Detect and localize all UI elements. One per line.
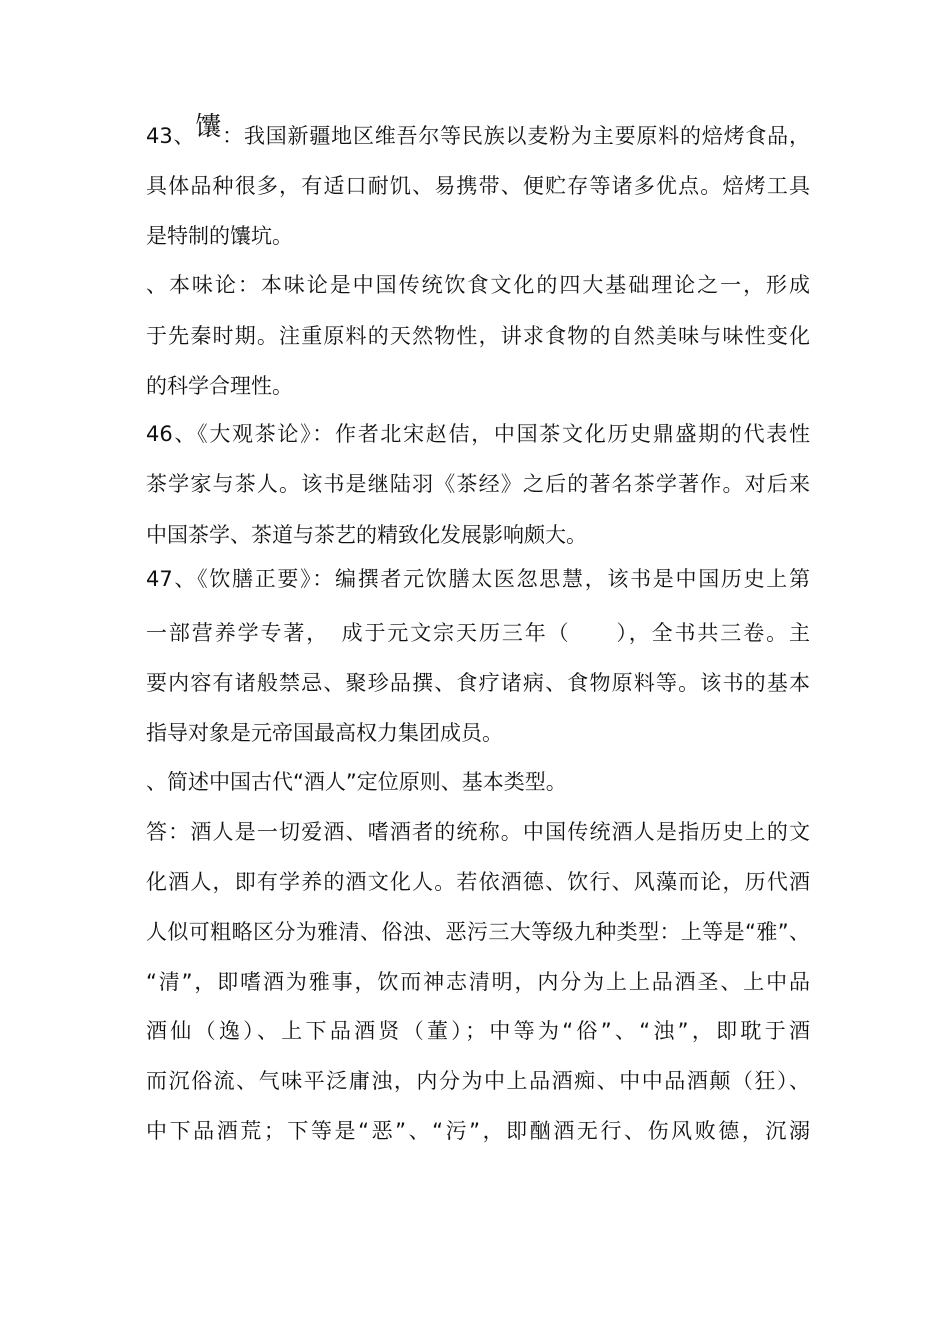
answer-line-2: 化酒人，即有学养的酒文化人。若依酒德、饮行、风藻而论，历代酒 — [146, 870, 810, 894]
entry-47-line-3: 要内容有诸般禁忌、聚珍品撰、食疗诸病、食物原料等。该书的基本 — [146, 671, 810, 695]
entry-46-line-2: 茶学家与茶人。该书是继陆羽《茶经》之后的著名茶学著作。对后来 — [146, 472, 810, 496]
entry-number: 43、 — [146, 124, 196, 148]
entry-benweilun-line-2: 于先秦时期。注重原料的天然物性，讲求食物的自然美味与味性变化 — [146, 324, 810, 348]
entry-47-line-2: 一部营养学专著， 成于元文宗天历三年（ ），全书共三卷。主 — [146, 621, 810, 645]
entry-benweilun-line-1: 、本味论：本味论是中国传统饮食文化的四大基础理论之一，形成 — [146, 273, 810, 297]
entry-43-line-3: 是特制的馕坑。 — [146, 224, 293, 248]
entry-47-line-4: 指导对象是元帝国最高权力集团成员。 — [146, 721, 503, 745]
question-heading: 、简述中国古代“酒人”定位原则、基本类型。 — [146, 770, 567, 794]
entry-benweilun-line-3: 的科学合理性。 — [146, 374, 293, 398]
answer-line-6: 而沉俗流、气味平泛庸浊，内分为中上品酒痴、中中品酒颠（狂）、 — [146, 1069, 810, 1093]
answer-line-5: 酒仙（逸）、上下品酒贤（董）；中等为“俗”、“浊”，即耽于酒 — [146, 1019, 810, 1043]
entry-47-line-1: 47、《饮膳正要》：编撰者元饮膳太医忽思慧，该书是中国历史上第 — [146, 567, 810, 591]
line-text: ：我国新疆地区维吾尔等民族以麦粉为主要原料的焙烤食品， — [222, 124, 810, 148]
entry-43-line-2: 具体品种很多，有适口耐饥、易携带、便贮存等诸多优点。焙烤工具 — [146, 174, 810, 198]
answer-line-1: 答：酒人是一切爱酒、嗜酒者的统称。中国传统酒人是指历史上的文 — [146, 820, 810, 844]
answer-line-7: 中下品酒荒；下等是“恶”、“污”，即酗酒无行、伤风败德，沉溺 — [146, 1119, 810, 1143]
entry-term: 馕 — [195, 112, 223, 142]
entry-46-line-1: 46、《大观茶论》：作者北宋赵佶，中国茶文化历史鼎盛期的代表性 — [146, 422, 810, 446]
answer-line-3: 人似可粗略区分为雅清、俗浊、恶污三大等级九种类型：上等是“雅”、 — [146, 920, 810, 944]
entry-46-line-3: 中国茶学、茶道与茶艺的精致化发展影响颇大。 — [146, 523, 587, 547]
entry-43-line-1 — [146, 112, 810, 155]
answer-line-4: “清”，即嗜酒为雅事，饮而神志清明，内分为上上品酒圣、上中品 — [146, 970, 810, 994]
